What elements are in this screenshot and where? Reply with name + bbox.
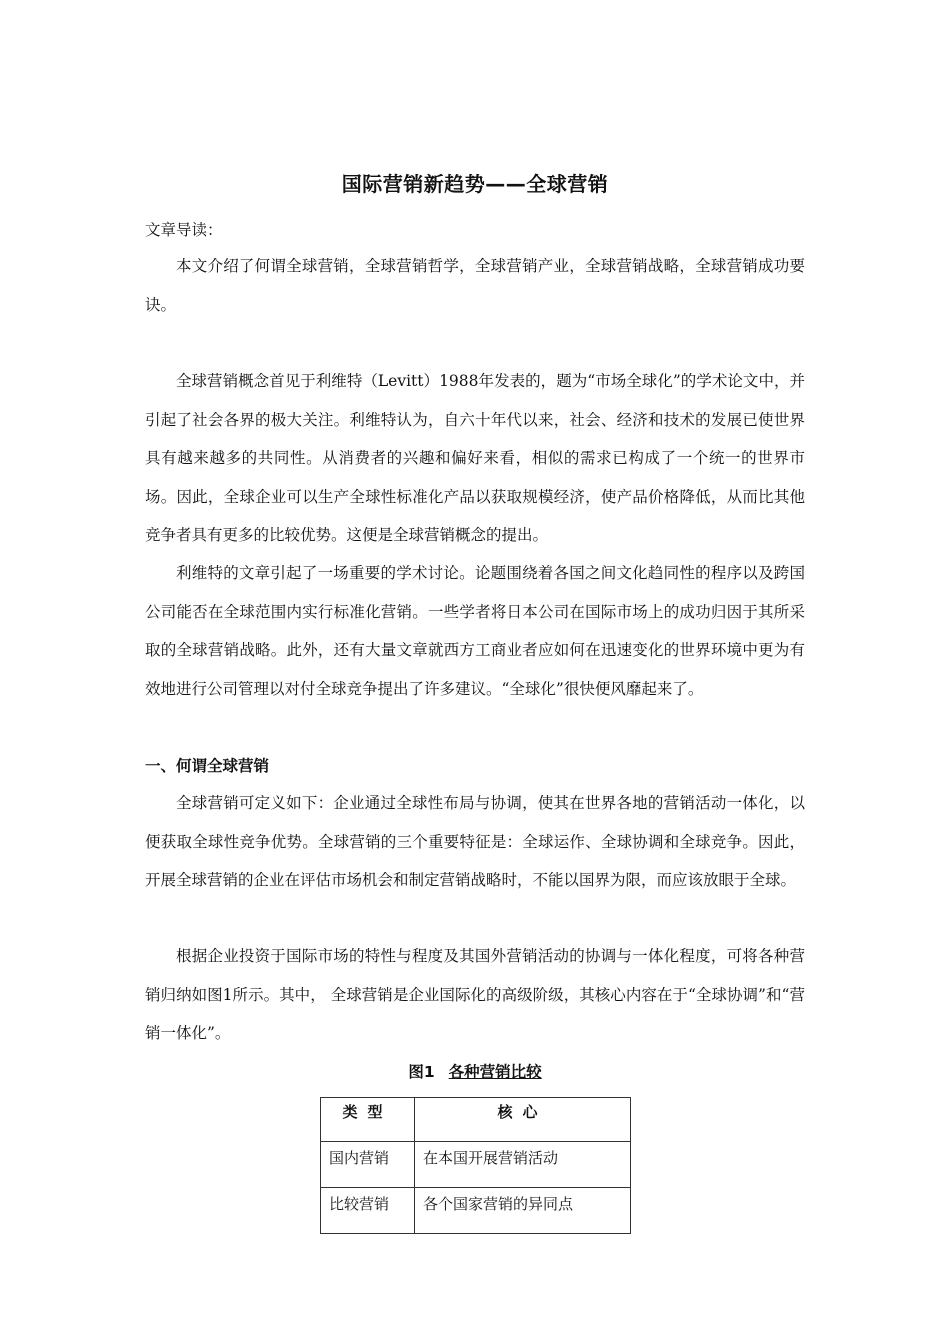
table-cell: 各个国家营销的异同点 (415, 1188, 631, 1234)
body-paragraph-1: 全球营销概念首见于利维特（Levitt）1988年发表的，题为“市场全球化”的学术论文中，并引起了社会各界的极大关注。利维特认为，自六十年代以来，社会、经济和技术的发展已使世界具有越来越多的共同性。从消费者的兴趣和偏好来看，相似的需求已构成了一个统一的世界市场。因此，全球企业可以生产全球性标准化产品以获取规模经济，使产品价格降低，从而比其他竞争者具有更多的比较优势。这便是全球营销概念的提出。 (145, 372, 805, 544)
body-paragraph-2: 利维特的文章引起了一场重要的学术讨论。论题围绕着各国之间文化趋同性的程序以及跨国公司能否在全球范围内实行标准化营销。一些学者将日本公司在国际市场上的成功归因于其所采取的全球营销战略。此外，还有大量文章就西方工商业者应如何在迅速变化的世界环境中更为有效地进行公司管理以对付全球竞争提出了许多建议。“全球化”很快便风靡起来了。 (145, 564, 805, 698)
table-cell: 国内营销 (321, 1142, 415, 1188)
table-cell: 比较营销 (321, 1188, 415, 1234)
intro-paragraph: 本文介绍了何谓全球营销，全球营销哲学，全球营销产业，全球营销战略，全球营销成功要诀。 (145, 257, 805, 314)
section-heading: 一、何谓全球营销 (145, 757, 270, 775)
section-paragraph-2: 根据企业投资于国际市场的特性与程度及其国外营销活动的协调与一体化程度，可将各种营销归纳如图1所示。其中， 全球营销是企业国际化的高级阶级，其核心内容在于“全球协调”和“营销一体化”。 (145, 947, 805, 1042)
table-cell: 在本国开展营销活动 (415, 1142, 631, 1188)
table-row (321, 1188, 631, 1234)
figure-number: 图1 (408, 1063, 435, 1081)
comparison-table (320, 1097, 631, 1234)
table-row (321, 1142, 631, 1188)
document-title: 国际营销新趋势——全球营销 (341, 172, 609, 196)
intro-label: 文章导读： (145, 221, 223, 239)
table-header-core: 核心 (415, 1098, 631, 1142)
figure-caption (0, 1060, 950, 1082)
table-header-row (321, 1098, 631, 1142)
table-header-type: 类型 (321, 1098, 415, 1142)
figure-name: 各种营销比较 (448, 1063, 542, 1081)
section-paragraph-1: 全球营销可定义如下：企业通过全球性布局与协调，使其在世界各地的营销活动一体化，以便获取全球性竞争优势。全球营销的三个重要特征是：全球运作、全球协调和全球竞争。因此，开展全球营销的企业在评估市场机会和制定营销战略时，不能以国界为限，而应该放眼于全球。 (145, 794, 805, 889)
